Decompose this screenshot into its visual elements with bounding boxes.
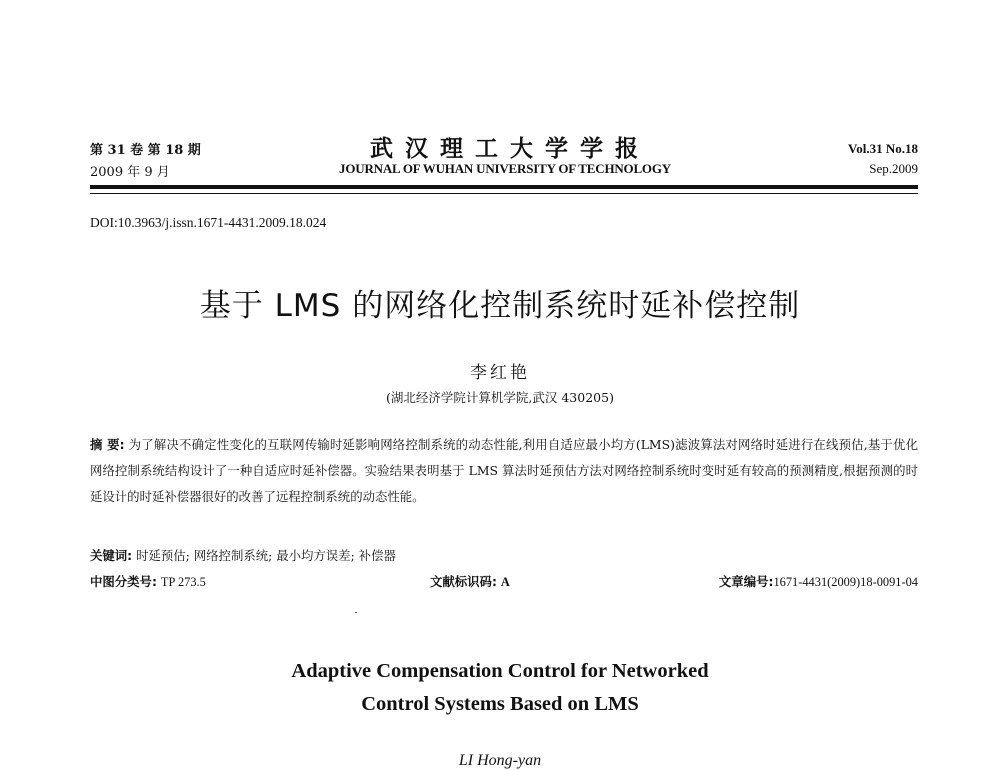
clc-label: 中图分类号: (90, 574, 157, 589)
doi: DOI:10.3963/j.issn.1671-4431.2009.18.024 (90, 215, 327, 230)
paper-title-cn: 基于 LMS 的网络化控制系统时延补偿控制 (199, 288, 801, 324)
abstract-text: 为了解决不确定性变化的互联网传输时延影响网络控制系统的动态性能,利用自适应最小均方(LMS)滤波算法对网络时延进行在线预估,基于优化网络控制系统结构设计了一种自适应时延补偿器。实验结果表明基于 LMS 算法时延预估方法对网络控制系统时变时延有较高的预测精度,根据预测的时延设计的时延补偿器很好的改善了远程控制系统的动态性能。 (90, 437, 918, 504)
abstract-label: 摘 要: (90, 437, 125, 452)
doc-code-label: 文献标识码: (430, 574, 497, 589)
scan-speck (355, 612, 357, 613)
volume-issue-en: Vol.31 No.18 (848, 141, 918, 156)
author-en: LI Hong-yan (458, 752, 542, 769)
journal-title-en: JOURNAL OF WUHAN UNIVERSITY OF TECHNOLOGY (339, 161, 671, 176)
affiliation-cn: (湖北经济学院计算机学院,武汉 430205) (386, 390, 614, 405)
clc (90, 572, 206, 590)
keywords-text: 时延预估; 网络控制系统; 最小均方误差; 补偿器 (136, 548, 396, 563)
header-rule-thick (90, 185, 918, 189)
doc-code (430, 572, 510, 590)
paper-title-en (0, 655, 1000, 721)
volume-issue-cn: 第 31 卷 第 18 期 (90, 143, 201, 158)
article-no (650, 572, 918, 590)
paper-title-en-line2: Control Systems Based on LMS (361, 693, 639, 715)
header-rule-thin (90, 193, 918, 194)
clc-value: TP 273.5 (160, 575, 206, 589)
author-cn: 李红艳 (470, 363, 530, 383)
article-no-value: 1671-4431(2009)18-0091-04 (773, 575, 918, 589)
date-en: Sep.2009 (869, 161, 918, 176)
paper-title-en-line1: Adaptive Compensation Control for Networked (291, 660, 709, 682)
doc-code-value: A (500, 575, 510, 589)
article-no-label: 文章编号: (718, 574, 774, 589)
date-cn: 2009 年 9 月 (90, 165, 170, 180)
journal-title-cn: 武汉理工大学学报 (370, 135, 650, 162)
keywords (90, 546, 396, 564)
keywords-label: 关键词: (90, 548, 133, 563)
abstract (90, 432, 918, 510)
